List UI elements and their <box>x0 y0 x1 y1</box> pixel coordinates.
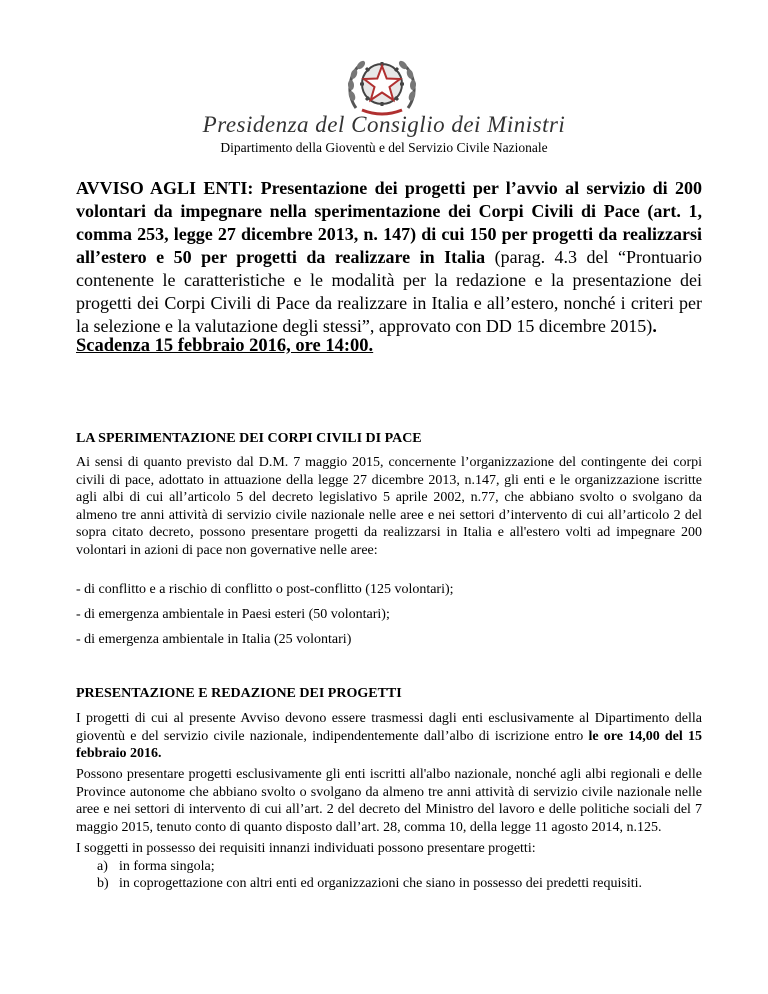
section-heading-presentazione: PRESENTAZIONE E REDAZIONE DEI PROGETTI <box>76 686 402 701</box>
section-heading-sperimentazione: LA SPERIMENTAZIONE DEI CORPI CIVILI DI PACE <box>76 431 422 446</box>
list-item: - di emergenza ambientale in Italia (25 volontari) <box>76 632 352 647</box>
list-item-text: in forma singola; <box>119 858 215 874</box>
list-item: - di conflitto e a rischio di conflitto o post-conflitto (125 volontari); <box>76 582 454 597</box>
notice-title-end: . <box>652 316 657 336</box>
section-paragraph-modes <box>76 840 702 893</box>
section-paragraph-eligibility: Possono presentare progetti esclusivamente gli enti iscritti all'albo nazionale, nonché agli albi regionali e delle Province autonome che abbiano svolto o svolgano da almeno tre anni attività di servizio civile nazionale nelle aree e nei settori di intervento di cui all’art. 2 del decreto del Ministro del lavoro e delle politiche sociali del 7 maggio 2015, tenuto conto di quanto disposto dall’art. 28, comma 10, della legge 11 agosto 2014, n.125. <box>76 767 702 835</box>
notice-title-reference: (parag. 4.3 del “Prontuario contenente le caratteristiche e le modalità per la redazione e la presentazione dei progetti dei Corpi Civili di Pace da realizzare in Italia e all’estero, nonché i criteri per la selezione e la valutazione degli stessi”, approvato con DD 15 dicembre 2015) <box>76 247 702 336</box>
areas-list <box>76 582 702 657</box>
list-marker: b) <box>97 876 109 892</box>
italian-republic-emblem-icon <box>342 52 422 120</box>
section-paragraph-deadline <box>76 710 702 763</box>
list-item-text: in coprogettazione con altri enti ed organizzazioni che siano in possesso dei predetti requisiti. <box>119 876 643 892</box>
section-paragraph-sperimentazione: Ai sensi di quanto previsto dal D.M. 7 maggio 2015, concernente l’organizzazione del contingente dei corpi civili di pace, adottato in attuazione della legge 27 dicembre 2013, n.147, gli enti e le organizzazione iscritte agli albi di cui all’articolo 5 del decreto legislativo 5 aprile 2002, n.77, che abbiano svolto o svolgano da almeno tre anni attività di servizio civile nazionale nelle aree e nei settori d’intervento di cui all’articolo 2 del sopra citato decreto, possono presentare progetti da realizzarsi in Italia e all'estero volti ad impegnare 200 volontari in azioni di pace non governative nelle aree: <box>76 455 702 558</box>
logo-title: Presidenza del Consiglio dei Ministri <box>202 112 566 137</box>
notice-title <box>76 177 702 338</box>
paragraph-text: I progetti di cui al presente Avviso devono essere trasmessi dagli enti esclusivamente al Dipartimento della gioventù e del servizio civile nazionale, indipendentemente dall’albo di iscrizione entro <box>76 711 702 744</box>
logo-subtitle: Dipartimento della Gioventù e del Servizio Civile Nazionale <box>220 140 548 155</box>
paragraph-deadline-bold: le ore 14,00 del 15 febbraio 2016. <box>76 728 702 762</box>
paragraph-intro: I soggetti in possesso dei requisiti innanzi individuati possono presentare progetti: <box>76 841 536 856</box>
list-item: - di emergenza ambientale in Paesi esteri (50 volontari); <box>76 607 390 622</box>
list-item <box>97 858 702 876</box>
modes-list <box>97 858 702 893</box>
list-item <box>97 875 702 893</box>
notice-title-bold: AVVISO AGLI ENTI: Presentazione dei progetti per l’avvio al servizio di 200 volontari da impegnare nella sperimentazione dei Corpi Civili di Pace (art. 1, comma 253, legge 27 dicembre 2013, n. 147) di cui 150 per progetti da realizzarsi all’estero e 50 per progetti da realizzare in Italia <box>76 178 702 267</box>
deadline: Scadenza 15 febbraio 2016, ore 14:00. <box>76 336 374 356</box>
list-marker: a) <box>97 858 108 874</box>
